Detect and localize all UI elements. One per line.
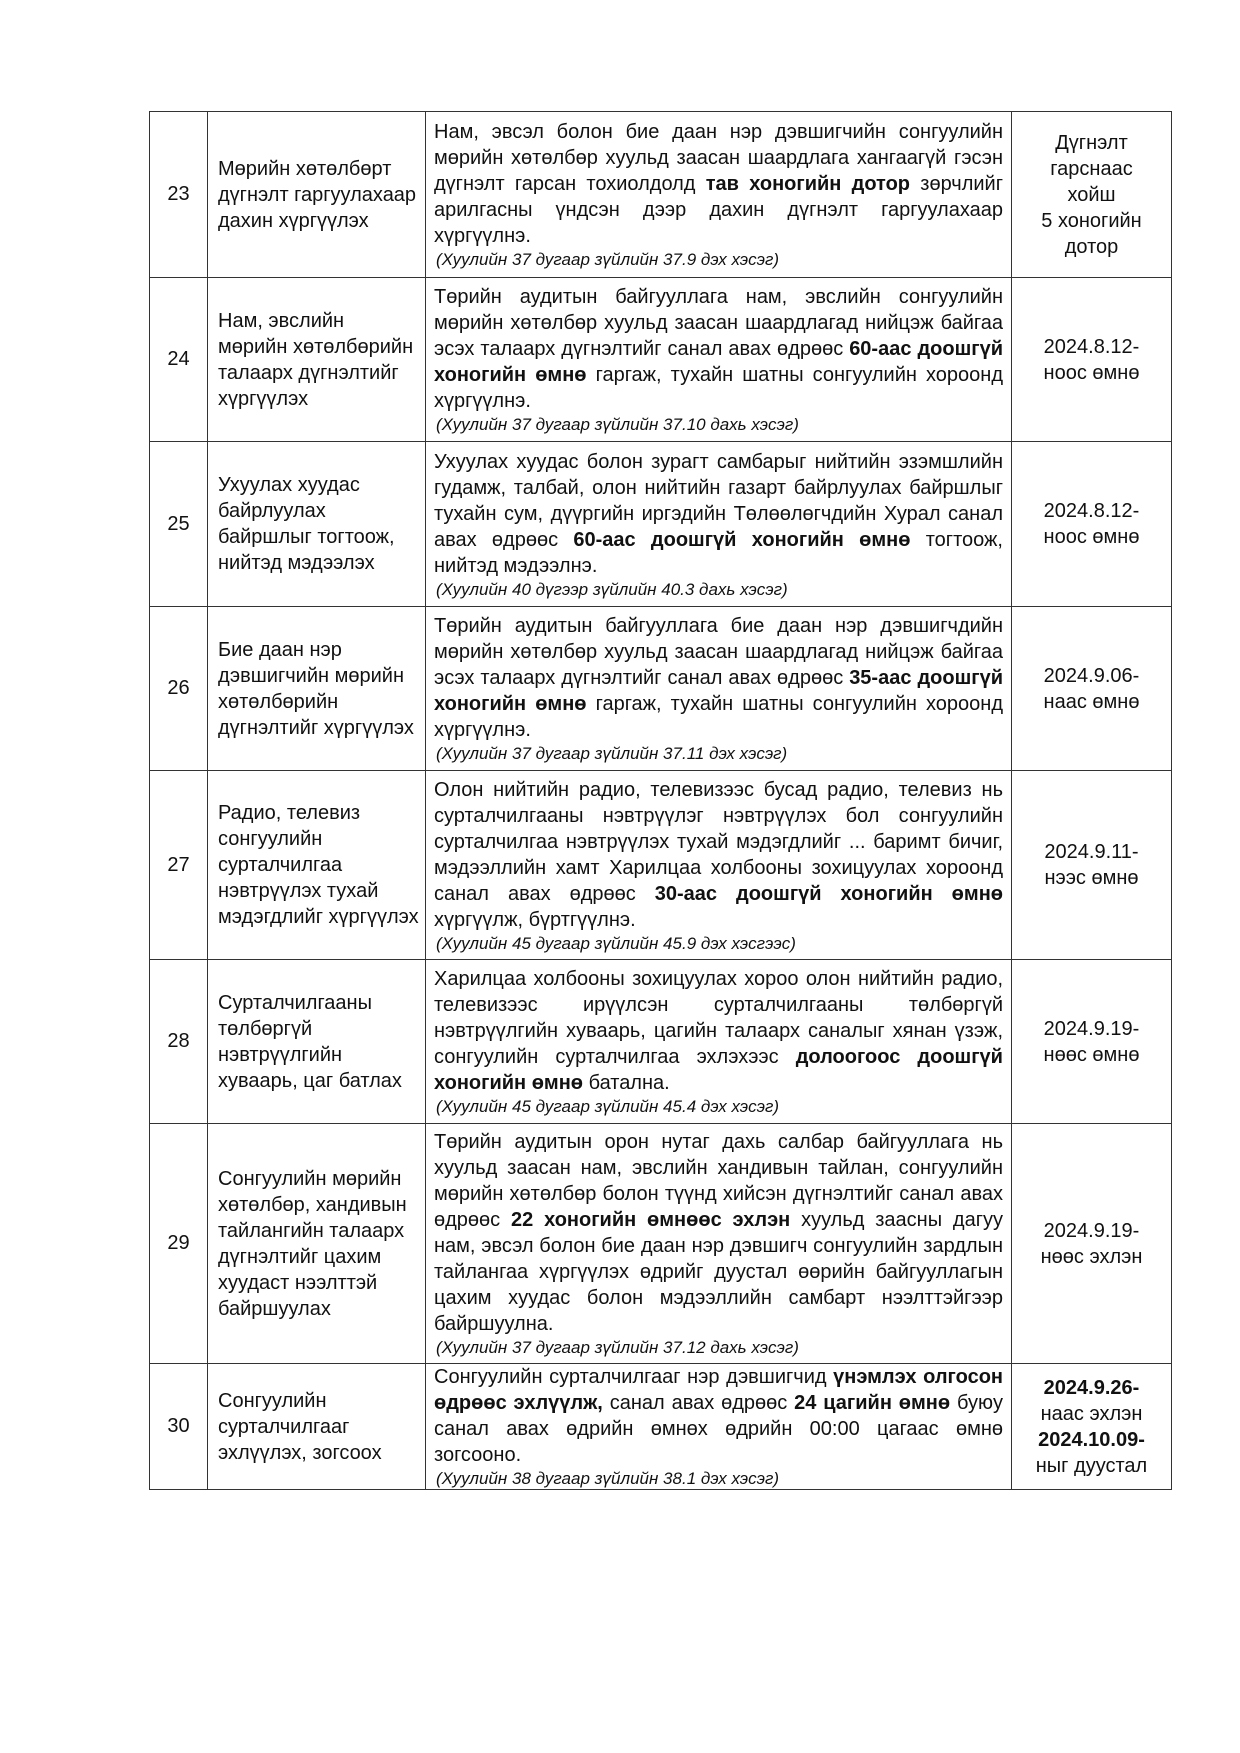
deadline-cell <box>1012 1124 1172 1364</box>
description-text <box>434 449 1003 579</box>
deadline-emphasis: 22 хоногийн өмнөөс эхлэн <box>511 1209 791 1231</box>
deadline-emphasis: 60-аас доошгүй хоногийн өмнө <box>573 528 911 551</box>
deadline-text: нөөс эхлэн <box>1040 1245 1143 1268</box>
deadline-text: 2024.8.12- <box>1043 335 1140 358</box>
table-row <box>150 960 1172 1124</box>
row-number: 26 <box>150 607 208 771</box>
deadline-text: ноос өмнө <box>1043 361 1140 384</box>
row-number: 25 <box>150 442 208 607</box>
description-cell <box>426 112 1012 278</box>
activity-cell: Радио, телевиз сонгуулийн сурталчилгаа нэвтрүүлэх тухай мэдэгдлийг хүргүүлэх <box>208 771 426 960</box>
deadline-cell <box>1012 607 1172 771</box>
deadline-text: 5 хоногийн <box>1041 209 1142 232</box>
description-cell <box>426 960 1012 1124</box>
deadline-emphasis: тав хоногийн дотор <box>705 173 911 195</box>
description-segment: Сонгуулийн сурталчилгааг нэр дэвшигчид <box>434 1366 834 1388</box>
deadline-text: нээс өмнө <box>1044 867 1139 889</box>
table-row <box>150 1124 1172 1364</box>
deadline-emphasis: долоогоос доошгүй хоногийн өмнө <box>434 1046 1003 1094</box>
description-segment: гаргаж, тухайн шатны сонгуулийн хороонд хүргүүлнэ. <box>434 693 1003 741</box>
description-cell <box>426 1364 1012 1490</box>
activity-cell: Мөрийн хөтөлбөрт дүгнэлт гаргуулахаар дахин хүргүүлэх <box>208 112 426 278</box>
description-text <box>434 1364 1003 1468</box>
row-number: 28 <box>150 960 208 1124</box>
deadline-text: 2024.9.11- <box>1044 841 1139 863</box>
description-segment: буюу санал авах өдрийн өмнөх өдрийн 00:00 цагаас өмнө зогсооно. <box>434 1392 1003 1466</box>
description-segment: Ухуулах хуудас болон зурагт самбарыг нийтийн эзэмшлийн гудамж, талбай, олон нийтийн газарт байрлуулах байршлыг тухайн сум, дүүргийн иргэдийн Төлөөлөгчдийн Хурал санал авах өдрөөс <box>434 450 1003 551</box>
table-row <box>150 112 1172 278</box>
row-number: 30 <box>150 1364 208 1490</box>
activity-cell: Сонгуулийн мөрийн хөтөлбөр, хандивын тайлангийн талаарх дүгнэлтийг цахим хуудаст нээлттэй байршуулах <box>208 1124 426 1364</box>
law-reference: (Хуулийн 40 дүгээр зүйлийн 40.3 дахь хэсэг) <box>436 579 788 599</box>
deadline-cell <box>1012 112 1172 278</box>
table-row <box>150 607 1172 771</box>
table-row <box>150 278 1172 442</box>
deadline-text: ноос өмнө <box>1043 526 1140 548</box>
deadline-emphasis: 35-аас доошгүй хоногийн өмнө <box>434 667 1003 715</box>
law-reference: (Хуулийн 37 дугаар зүйлийн 37.12 дахь хэсэг) <box>436 1338 799 1357</box>
deadline-text: наас эхлэн <box>1040 1402 1143 1425</box>
description-text <box>434 613 1003 743</box>
description-segment: хуульд заасны дагуу нам, эвсэл болон бие даан нэр дэвшигч сонгуулийн зардлын тайлангаа хүргүүлэх өдрийг дуустал өөрийн байгууллагын цахим хуудас болон мэдээллийн самбарт нээлттэйгээр байршуулна. <box>434 1209 1004 1335</box>
deadline-text: 2024.9.19- <box>1043 1017 1140 1040</box>
description-cell <box>426 771 1012 960</box>
description-text <box>434 966 1003 1096</box>
description-text <box>434 777 1003 933</box>
election-schedule-table <box>149 111 1172 1490</box>
table-row <box>150 442 1172 607</box>
table-row <box>150 771 1172 960</box>
row-number: 24 <box>150 278 208 442</box>
description-segment: Олон нийтийн радио, телевизээс бусад радио, телевиз нь сурталчилгааны нэвтрүүлэг нэвтрүүлэх бол сонгуулийн сурталчилгаа нэвтрүүлэх тухай мэдэгдлийг ... баримт бичиг, мэдээллийн хамт Харилцаа холбооны зохицуулах хороонд санал авах өдрөөс <box>434 778 1003 905</box>
deadline-text: дотор <box>1064 235 1119 258</box>
schedule-table-body <box>150 112 1172 1490</box>
row-number: 23 <box>150 112 208 278</box>
law-reference: (Хуулийн 45 дугаар зүйлийн 45.9 дэх хэсгээс) <box>436 933 796 953</box>
deadline-text: гарснаас <box>1050 157 1133 180</box>
description-segment: санал авах өдрөөс <box>602 1392 795 1414</box>
description-cell <box>426 442 1012 607</box>
deadline-cell <box>1012 278 1172 442</box>
deadline-emphasis: 30-аас доошгүй хоногийн өмнө <box>654 882 1003 905</box>
deadline-text: Дүгнэлт <box>1055 131 1128 154</box>
deadline-cell <box>1012 442 1172 607</box>
description-text <box>434 284 1003 414</box>
deadline-text: 2024.8.12- <box>1043 500 1140 522</box>
activity-cell: Ухуулах хуудас байрлуулах байршлыг тогтоож, нийтэд мэдээлэх <box>208 442 426 607</box>
law-reference: (Хуулийн 37 дугаар зүйлийн 37.10 дахь хэсэг) <box>436 415 799 434</box>
deadline-cell <box>1012 771 1172 960</box>
deadline-text: 2024.9.26- <box>1043 1376 1140 1399</box>
law-reference: (Хуулийн 38 дугаар зүйлийн 38.1 дэх хэсэг) <box>436 1469 780 1488</box>
deadline-text: 2024.9.06- <box>1043 664 1140 687</box>
description-segment: хүргүүлж, бүртгүүлнэ. <box>434 908 636 931</box>
activity-cell: Бие даан нэр дэвшигчийн мөрийн хөтөлбөрийн дүгнэлтийг хүргүүлэх <box>208 607 426 771</box>
description-segment: Төрийн аудитын байгууллага бие даан нэр дэвшигчдийн мөрийн хөтөлбөр хуульд заасан шаардлагад нийцэж байгаа эсэх талаарх дүгнэлтийг санал авах өдрөөс <box>434 615 1003 689</box>
deadline-cell <box>1012 1364 1172 1490</box>
description-segment: гаргаж, тухайн шатны сонгуулийн хороонд хүргүүлнэ. <box>434 364 1003 412</box>
deadline-text: нөөс өмнө <box>1043 1043 1140 1066</box>
deadline-emphasis: 24 цагийн өмнө <box>794 1392 951 1414</box>
activity-cell: Сурталчилгааны төлбөргүй нэвтрүүлгийн хуваарь, цаг батлах <box>208 960 426 1124</box>
row-number: 27 <box>150 771 208 960</box>
deadline-text: хойш <box>1067 183 1116 206</box>
deadline-text: 2024.9.19- <box>1043 1219 1140 1242</box>
description-text <box>434 119 1003 249</box>
activity-cell: Нам, эвслийн мөрийн хөтөлбөрийн талаарх дүгнэлтийг хүргүүлэх <box>208 278 426 442</box>
table-row <box>150 1364 1172 1490</box>
law-reference: (Хуулийн 37 дугаар зүйлийн 37.11 дэх хэсэг) <box>436 744 788 763</box>
law-reference: (Хуулийн 45 дугаар зүйлийн 45.4 дэх хэсэг) <box>436 1097 780 1116</box>
description-cell <box>426 278 1012 442</box>
description-cell <box>426 1124 1012 1364</box>
deadline-text: 2024.10.09- <box>1038 1428 1145 1451</box>
description-segment: батална. <box>583 1072 670 1094</box>
row-number: 29 <box>150 1124 208 1364</box>
description-segment: Харилцаа холбооны зохицуулах хороо олон нийтийн радио, телевизээс ирүүлсэн сурталчилгааны төлбөргүй нэвтрүүлгийн хуваарь, цагийн талаарх саналыг хянан үзэж, сонгуулийн сурталчилгаа эхлэхээс <box>434 968 1003 1068</box>
description-segment: зөрчлийг арилгасны үндсэн дээр дахин дүгнэлт гаргуулахаар хүргүүлнэ. <box>434 173 1004 247</box>
law-reference: (Хуулийн 37 дугаар зүйлийн 37.9 дэх хэсэг) <box>436 250 780 269</box>
deadline-cell <box>1012 960 1172 1124</box>
description-segment: тогтоож, нийтэд мэдээлнэ. <box>434 528 1003 577</box>
deadline-text: ныг дуустал <box>1035 1454 1148 1477</box>
deadline-text: наас өмнө <box>1043 690 1140 713</box>
description-text <box>434 1129 1003 1337</box>
deadline-emphasis: 60-аас доошгүй хоногийн өмнө <box>434 338 1003 386</box>
description-segment: Төрийн аудитын орон нутаг дахь салбар байгууллага нь хуульд заасан нам, эвслийн хандивын тайлан, сонгуулийн мөрийн хөтөлбөр болон түүнд хийсэн дүгнэлтийг санал авах өдрөөс <box>434 1131 1003 1231</box>
activity-cell: Сонгуулийн сурталчилгааг эхлүүлэх, зогсоох <box>208 1364 426 1490</box>
description-segment: Нам, эвсэл болон бие даан нэр дэвшигчийн сонгуулийн мөрийн хөтөлбөр хуульд заасан шаардлага хангаагүй гэсэн дүгнэлт гарсан тохиолдолд <box>434 121 1003 195</box>
description-segment: Төрийн аудитын байгууллага нам, эвслийн сонгуулийн мөрийн хөтөлбөр хуульд заасан шаардлагад нийцэж байгаа эсэх талаарх дүгнэлтийг санал авах өдрөөс <box>434 286 1003 360</box>
description-cell <box>426 607 1012 771</box>
deadline-emphasis: үнэмлэх олгосон өдрөөс эхлүүлж, <box>434 1366 1003 1414</box>
